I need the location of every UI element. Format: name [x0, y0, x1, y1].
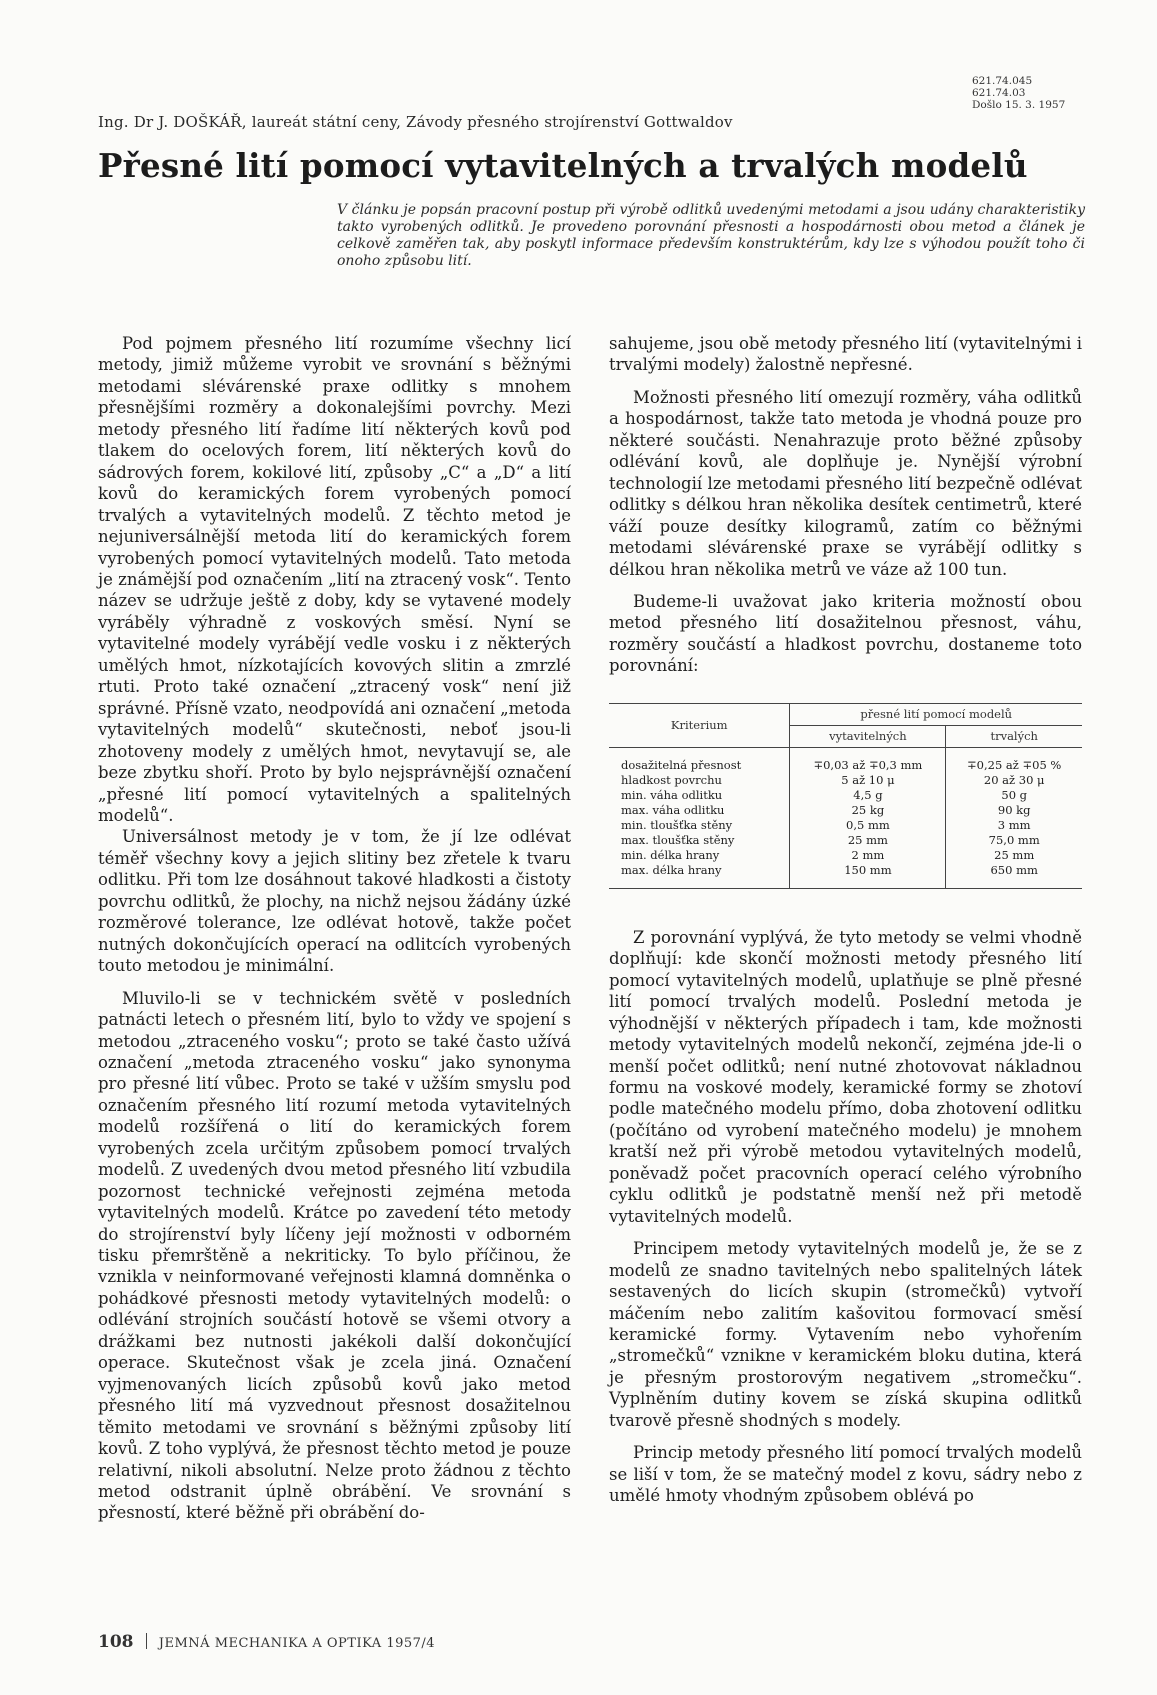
table-cell-permanent: ∓0,25 až ∓05 %	[946, 747, 1082, 773]
table-cell-lost-wax: 5 až 10 μ	[790, 773, 946, 788]
paragraph: Možnosti přesného lití omezují rozměry, váha odlitků a hospodárnost, takže tato metoda je vhodná pouze pro některé součásti. Nenahrazuje proto běžné způsoby odlévání kovů, ale doplňuje je. Nynější výrobní technologií lze metodami přesného lití bezpečně odlévat odlitky s délkou hran několika desítek centimetrů, které váží pouze desítky kilogramů, zatím co běžnými metodami slévárenské praxe se vyrábějí odlitky s délkou hran několika metrů ve váze až 100 tun.	[609, 387, 1082, 579]
table-header-permanent: trvalých	[946, 725, 1082, 747]
table-row	[609, 747, 1082, 773]
author-line: Ing. Dr J. DOŠKÁŘ, laureát státní ceny, Závody přesného strojírenství Gottwaldov	[98, 113, 733, 131]
paragraph: Mluvilo-li se v technickém světě v posledních patnácti letech o přesném lití, bylo to vždy ve spojení s metodou „ztraceného vosku“; proto se také často užívá označení „metoda ztraceného vosku“ jako synonyma pro přesné lití vůbec. Proto se také v užším smyslu pod označením přesného lití rozumí metoda vytavitelných modelů rozšířená o lití do keramických forem vyrobených zcela určitým způsobem pomocí trvalých modelů. Z uvedených dvou metod přesného lití vzbudila pozornost technické veřejnosti zejména metoda vytavitelných modelů. Krátce po zavedení této metody do strojírenství byly líčeny její možnosti v odborném tisku přemrštěně a nekriticky. To bylo příčinou, že vznikla v neinformované veřejnosti klamná domněnka o pohádkové přesnosti metody vytavitelných modelů: o odlévání strojních součástí hotově se všemi otvory a drážkami bez nutnosti jakékoli další dokončující operace. Skutečnost však je zcela jiná. Označení vyjmenovaných licích způsobů kovů jako metod přesného lití má vyzvednout přesnost dosažitelnou těmito metodami ve srovnání s běžnými způsoby lití kovů. Z toho vyplývá, že přesnost těchto metod je pouze relativní, nikoli absolutní. Nelze proto žádnou z těchto metod odstranit úplně obrábění. Ve srovnání s přesností, které běžně při obrábění do-	[98, 988, 571, 1523]
table-row	[609, 788, 1082, 803]
table-cell-criterion: hladkost povrchu	[621, 772, 722, 787]
table-row	[609, 803, 1082, 818]
table-row	[609, 833, 1082, 848]
paragraph: Princip metody přesného lití pomocí trvalých modelů se liší v tom, že se matečný model z kovu, sádry nebo z umělé hmoty vhodným způsobem oblévá po	[609, 1443, 1082, 1506]
table-cell-lost-wax: 0,5 mm	[790, 818, 946, 833]
table-cell-criterion: min. délka hrany	[621, 847, 720, 862]
comparison-table	[609, 703, 1082, 889]
table-cell-lost-wax: 25 kg	[790, 803, 946, 818]
paragraph: Budeme-li uvažovat jako kriteria možností obou metod přesného lití dosažitelnou přesnost, váhu, rozměry součástí a hladkost povrchu, dostaneme toto porovnání:	[609, 591, 1082, 676]
abstract	[337, 202, 1085, 270]
table-cell-lost-wax: 4,5 g	[790, 788, 946, 803]
footer-divider	[146, 1633, 147, 1649]
paragraph: Pod pojmem přesného lití rozumíme všechny licí metody, jimiž můžeme vyrobit ve srovnání s běžnými metodami slévárenské praxe odlitky s mnohem přesnějšími rozměry a dokonalejšími povrchy. Mezi metody přesného lití řadíme lití některých kovů pod tlakem do ocelových forem, lití některých kovů do sádrových forem, kokilové lití, způsoby „C“ a „D“ a lití kovů do keramických forem vyrobených pomocí trvalých a vytavitelných modelů. Z těchto metod je nejuniversálnější metoda lití do keramických forem vyrobených pomocí vytavitelných modelů. Tato metoda je známější pod označením „lití na ztracený vosk“. Tento název se udržuje ještě z doby, kdy se vytavené modely vyráběly výhradně z voskových směsí. Nyní se vytavitelné modely vyrábějí vedle vosku i z některých umělých hmot, nízkotajících kovových slitin a zmrzlé rtuti. Proto také označení „ztracený vosk“ není již správné. Přísně vzato, neodpovídá ani označení „metoda vytavitelných modelů“ skutečnosti, neboť jsou-li zhotoveny modely z umělých hmot, nevytavují se, ale beze zbytku shoří. Proto by bylo nejsprávnější označení „přesné lití pomocí vytavitelných a spalitelných modelů“.	[98, 334, 572, 825]
udc-code-2: 621.74.03	[972, 87, 1026, 99]
table-cell-lost-wax: 150 mm	[790, 863, 946, 889]
table-cell-criterion: dosažitelná přesnost	[621, 757, 742, 772]
table-row	[609, 773, 1082, 788]
comparison-table-wrapper	[609, 703, 1082, 889]
table-row	[609, 848, 1082, 863]
table-cell-permanent: 90 kg	[946, 803, 1082, 818]
page-footer	[98, 1632, 435, 1652]
table-row	[609, 863, 1082, 889]
table-cell-criterion: max. délka hrany	[609, 863, 790, 889]
table-cell-permanent: 75,0 mm	[946, 833, 1082, 848]
table-cell-lost-wax: ∓0,03 až ∓0,3 mm	[790, 747, 946, 773]
paragraph: Universálnost metody je v tom, že jí lze odlévat téměř všechny kovy a jejich slitiny bez zřetele k tvaru odlitku. Při tom lze dosáhnout takové hladkosti a čistoty povrchu odlitků, že plochy, na nichž nejsou žádány úzké rozměrové tolerance, lze odlévat hotově, takže počet nutných dokončujících operací na odlitcích vyrobených touto metodou je minimální.	[98, 827, 571, 976]
page-number: 108	[98, 1632, 134, 1652]
table-cell-lost-wax: 2 mm	[790, 848, 946, 863]
table-cell-permanent: 50 g	[946, 788, 1082, 803]
table-cell-criterion: max. tloušťka stěny	[621, 832, 735, 847]
table-cell-criterion: max. váha odlitku	[621, 802, 725, 817]
received-date: Došlo 15. 3. 1957	[972, 99, 1066, 111]
table-cell-criterion: min. tloušťka stěny	[621, 817, 733, 832]
paragraph: Z porovnání vyplývá, že tyto metody se velmi vhodně doplňují: kde skončí možnosti metody přesného lití pomocí vytavitelných modelů, uplatňuje se plně přesné lití pomocí trvalých modelů. Poslední metoda je výhodnější v některých případech i tam, kde možnosti metody vytavitelných modelů nekončí, zejména jde-li o menší počet odlitků; není nutné zhotovovat nákladnou formu na voskové modely, keramické formy se zhotoví podle matečného modelu přímo, doba zhotovení odlitku (počítáno od vyrobení matečného modelu) je mnohem kratší než při výrobě metodou vytavitelných modelů, poněvadž počet pracovních operací celého výrobního cyklu odlitků je podstatně menší než při metodě vytavitelných modelů.	[609, 927, 1082, 1226]
table-header-lost-wax: vytavitelných	[790, 725, 946, 747]
paragraph: sahujeme, jsou obě metody přesného lití (vytavitelnými i trvalými modely) žalostně nepřesné.	[609, 334, 1082, 375]
journal-name: JEMNÁ MECHANIKA A OPTIKA 1957/4	[158, 1636, 436, 1651]
table-cell-permanent: 25 mm	[946, 848, 1082, 863]
table-cell-permanent: 3 mm	[946, 818, 1082, 833]
udc-classification	[972, 75, 1065, 111]
table-cell-lost-wax: 25 mm	[790, 833, 946, 848]
table-cell-permanent: 650 mm	[946, 863, 1082, 889]
table-row	[609, 818, 1082, 833]
paragraph: Principem metody vytavitelných modelů je, že se z modelů ze snadno tavitelných nebo spalitelných látek sestavených do licích skupin (stromečků) vytvoří máčením nebo zalitím kašovitou formovací směsí keramické formy. Vytavením nebo vyhořením „stromečků“ vznikne v keramickém bloku dutina, která je přesným prostorovým negativem „stromečku“. Vyplněním dutiny kovem se získá skupina odlitků tvarově přesně shodných s modely.	[609, 1239, 1082, 1430]
table-body	[609, 747, 1082, 888]
abstract-text: V článku je popsán pracovní postup při výrobě odlitků uvedenými metodami a jsou udány charakteristiky takto vyrobených odlitků. Je provedeno porovnání přesnosti a hospodárnosti obou metod a článek je celkově zaměřen tak, aby poskytl informace především konstruktérům, kdy lze s výhodou použít toho či onoho způsobu lití.	[337, 202, 1085, 269]
left-column	[98, 333, 571, 1524]
table-header-criterion: Kriterium	[609, 703, 790, 747]
udc-code-1: 621.74.045	[972, 75, 1033, 87]
article-title: Přesné lití pomocí vytavitelných a trvalých modelů	[98, 146, 1028, 185]
table-cell-permanent: 20 až 30 μ	[946, 773, 1082, 788]
table-cell-criterion: min. váha odlitku	[621, 787, 723, 802]
table-header-group: přesné lití pomocí modelů	[790, 703, 1082, 725]
right-column	[609, 333, 1082, 1507]
